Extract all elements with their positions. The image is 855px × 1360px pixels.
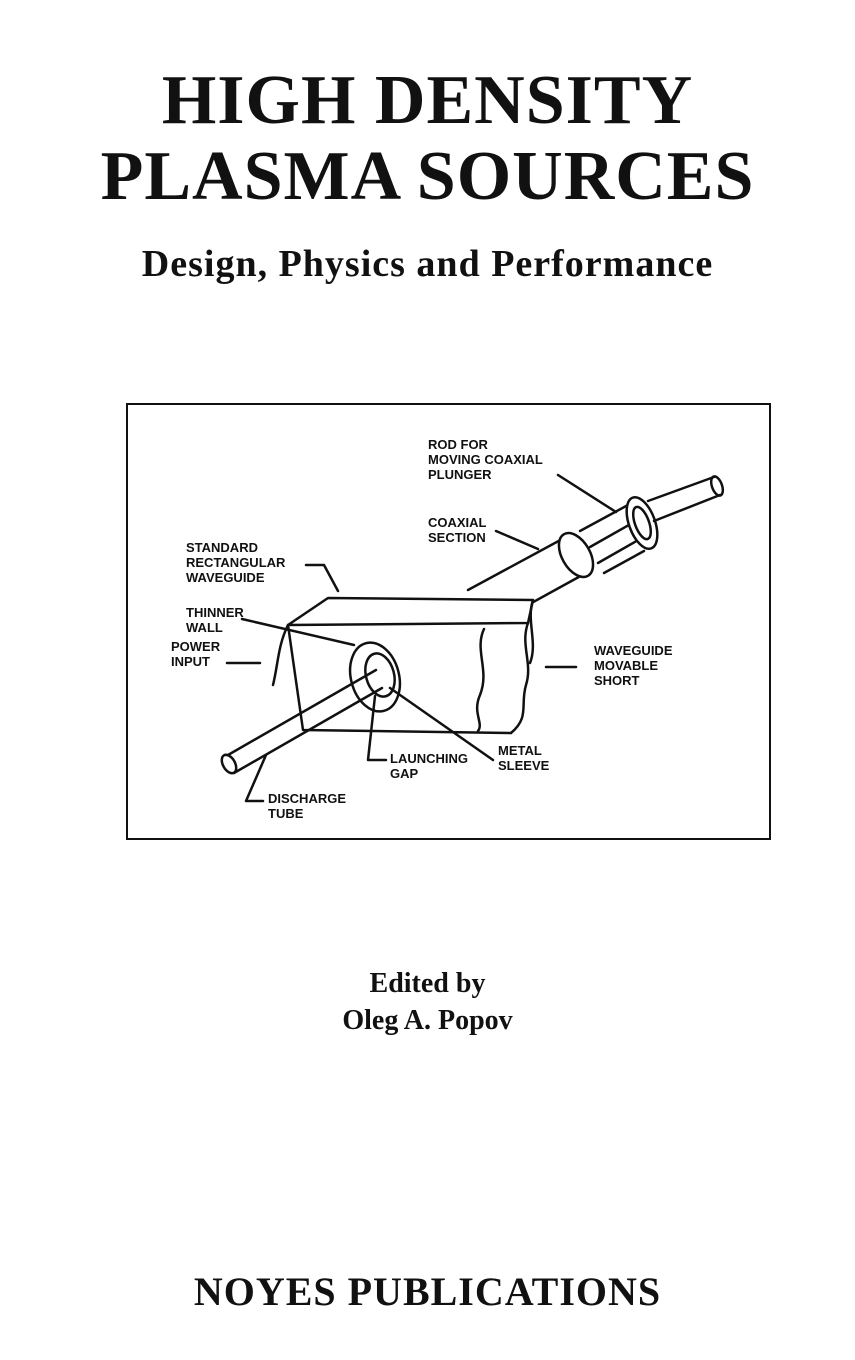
rod-label: ROD FOR MOVING COAXIAL PLUNGER [428,437,543,482]
edited-by: Edited by [369,968,486,999]
plunger-ring [621,493,664,553]
coaxial-section-label: COAXIAL SECTION [428,515,487,545]
waveguide-diagram [126,403,771,840]
metal-sleeve-label: METAL SLEEVE [498,743,550,773]
power-input-label: POWER INPUT [171,639,221,669]
launching-gap-label: LAUNCHING GAP [390,751,468,781]
waveguide-box [288,598,533,625]
title-line-2: PLASMA SOURCES [100,138,755,215]
discharge-tube [228,670,382,773]
publisher: NOYES PUBLICATIONS [193,1269,662,1314]
editor-name: Oleg A. Popov [342,1005,513,1036]
plunger-rod [648,477,720,521]
thinner-wall-label: THINNER WALL [186,605,244,635]
title-line-1: HIGH DENSITY [161,62,694,139]
movable-short-label: WAVEGUIDE MOVABLE SHORT [594,643,673,688]
standard-waveguide-label: STANDARD RECTANGULAR WAVEGUIDE [186,540,286,585]
discharge-tube-label: DISCHARGE TUBE [268,791,347,821]
subtitle: Design, Physics and Performance [141,243,714,285]
